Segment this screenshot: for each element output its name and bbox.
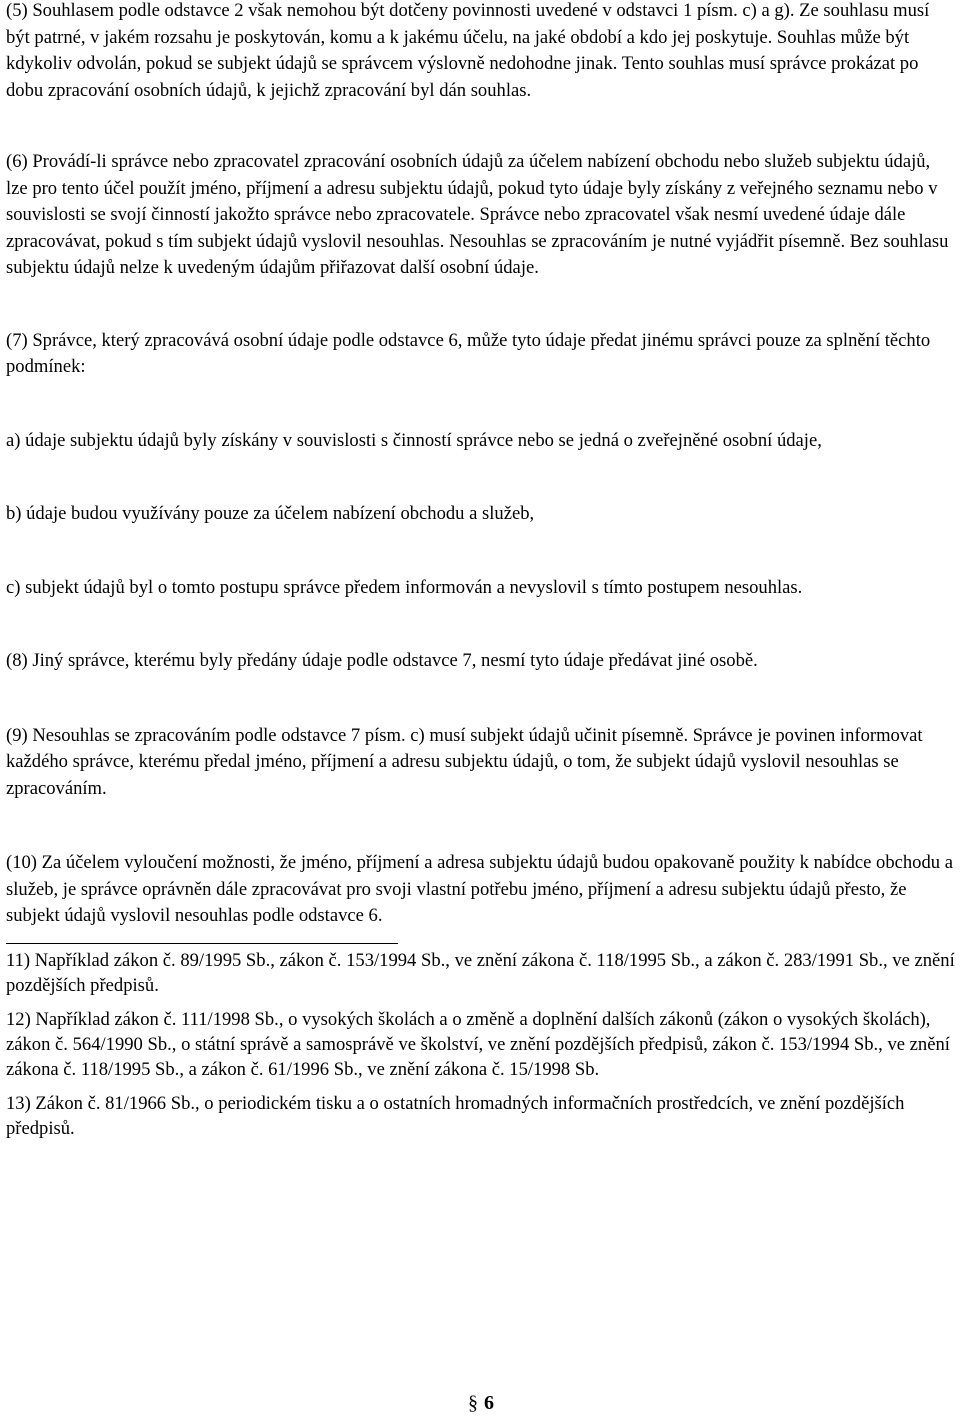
page-number	[468, 1390, 494, 1417]
condition-b: b) údaje budou využívány pouze za účelem nabízení obchodu a služeb,	[6, 503, 535, 524]
footnote-11: 11) Například zákon č. 89/1995 Sb., zákon č. 153/1994 Sb., ve znění zákona č. 118/1995 Sb., a zákon č. 283/1991 Sb., ve znění pozdějších předpisů.	[6, 949, 955, 996]
paragraph-8: (8) Jiný správce, kterému byly předány údaje podle odstavce 7, nesmí tyto údaje předávat jiné osobě.	[6, 650, 758, 671]
paragraph-10: (10) Za účelem vyloučení možnosti, že jméno, příjmení a adresa subjektu údajů budou opakovaně použity k nabídce obchodu a služeb, je správce oprávněn dále zpracovávat pro svoji vlastní potřebu jméno, příjmení a adresu subjektu údajů přesto, že subjekt údajů vyslovil nesouhlas podle odstavce 6.	[6, 852, 953, 926]
footnote-13: 13) Zákon č. 81/1966 Sb., o periodickém tisku a o ostatních hromadných informačních prostředcích, ve znění pozdějších předpisů.	[6, 1092, 905, 1139]
paragraph-9: (9) Nesouhlas se zpracováním podle odstavce 7 písm. c) musí subjekt údajů učinit písemně. Správce je povinen informovat každého správce, kterému předal jméno, příjmení a adresu subjektu údajů, o tom, že subjekt údajů vyslovil nesouhlas se zpracováním.	[6, 724, 923, 799]
condition-a: a) údaje subjektu údajů byly získány v souvislosti s činností správce nebo se jedná o zveřejněné osobní údaje,	[6, 429, 822, 451]
section-symbol: §	[468, 1392, 478, 1414]
footnotes	[6, 948, 956, 1141]
condition-c: c) subjekt údajů byl o tomto postupu správce předem informován a nevyslovil s tímto postupem nesouhlas.	[6, 576, 803, 598]
paragraph-7: (7) Správce, který zpracovává osobní údaje podle odstavce 6, může tyto údaje předat jinému správci pouze za splnění těchto podmínek:	[6, 329, 931, 377]
document-page	[6, 0, 956, 1150]
page-number-value: 6	[484, 1392, 494, 1414]
paragraph-6: (6) Provádí-li správce nebo zpracovatel zpracování osobních údajů za účelem nabízení obchodu nebo služeb subjektu údajů, lze pro tento účel použít jméno, příjmení a adresu subjektu údajů, pokud tyto údaje byly získány z veřejného seznamu nebo v souvislosti se svojí činností jakožto správce nebo zpracovatele. Správce nebo zpracovatel však nesmí uvedené údaje dále zpracovávat, pokud s tím subjekt údajů vyslovil nesouhlas. Nesouhlas se zpracováním je nutné vyjádřit písemně. Bez souhlasu subjektu údajů nelze k uvedeným údajům přiřazovat další osobní údaje.	[6, 151, 949, 278]
footnote-12: 12) Například zákon č. 111/1998 Sb., o vysokých školách a o změně a doplnění dalších zákonů (zákon o vysokých školách), zákon č. 564/1990 Sb., o státní správě a samosprávě ve školství, ve znění pozdějších předpisů, zákon č. 153/1994 Sb., ve znění zákona č. 118/1995 Sb., a zákon č. 61/1996 Sb., ve znění zákona č. 15/1998 Sb.	[6, 1008, 950, 1080]
paragraph-5: (5) Souhlasem podle odstavce 2 však nemohou být dotčeny povinnosti uvedené v odstavci 1 písm. c) a g). Ze souhlasu musí být patrné, v jakém rozsahu je poskytován, komu a k jakému účelu, na jaké období a kdo jej poskytuje. Souhlas může být kdykoliv odvolán, pokud se subjekt údajů se správcem výslovně nedohodne jinak. Tento souhlas musí správce prokázat po dobu zpracování osobních údajů, k jejichž zpracování byl dán souhlas.	[6, 0, 930, 101]
footnote-divider	[6, 943, 398, 944]
